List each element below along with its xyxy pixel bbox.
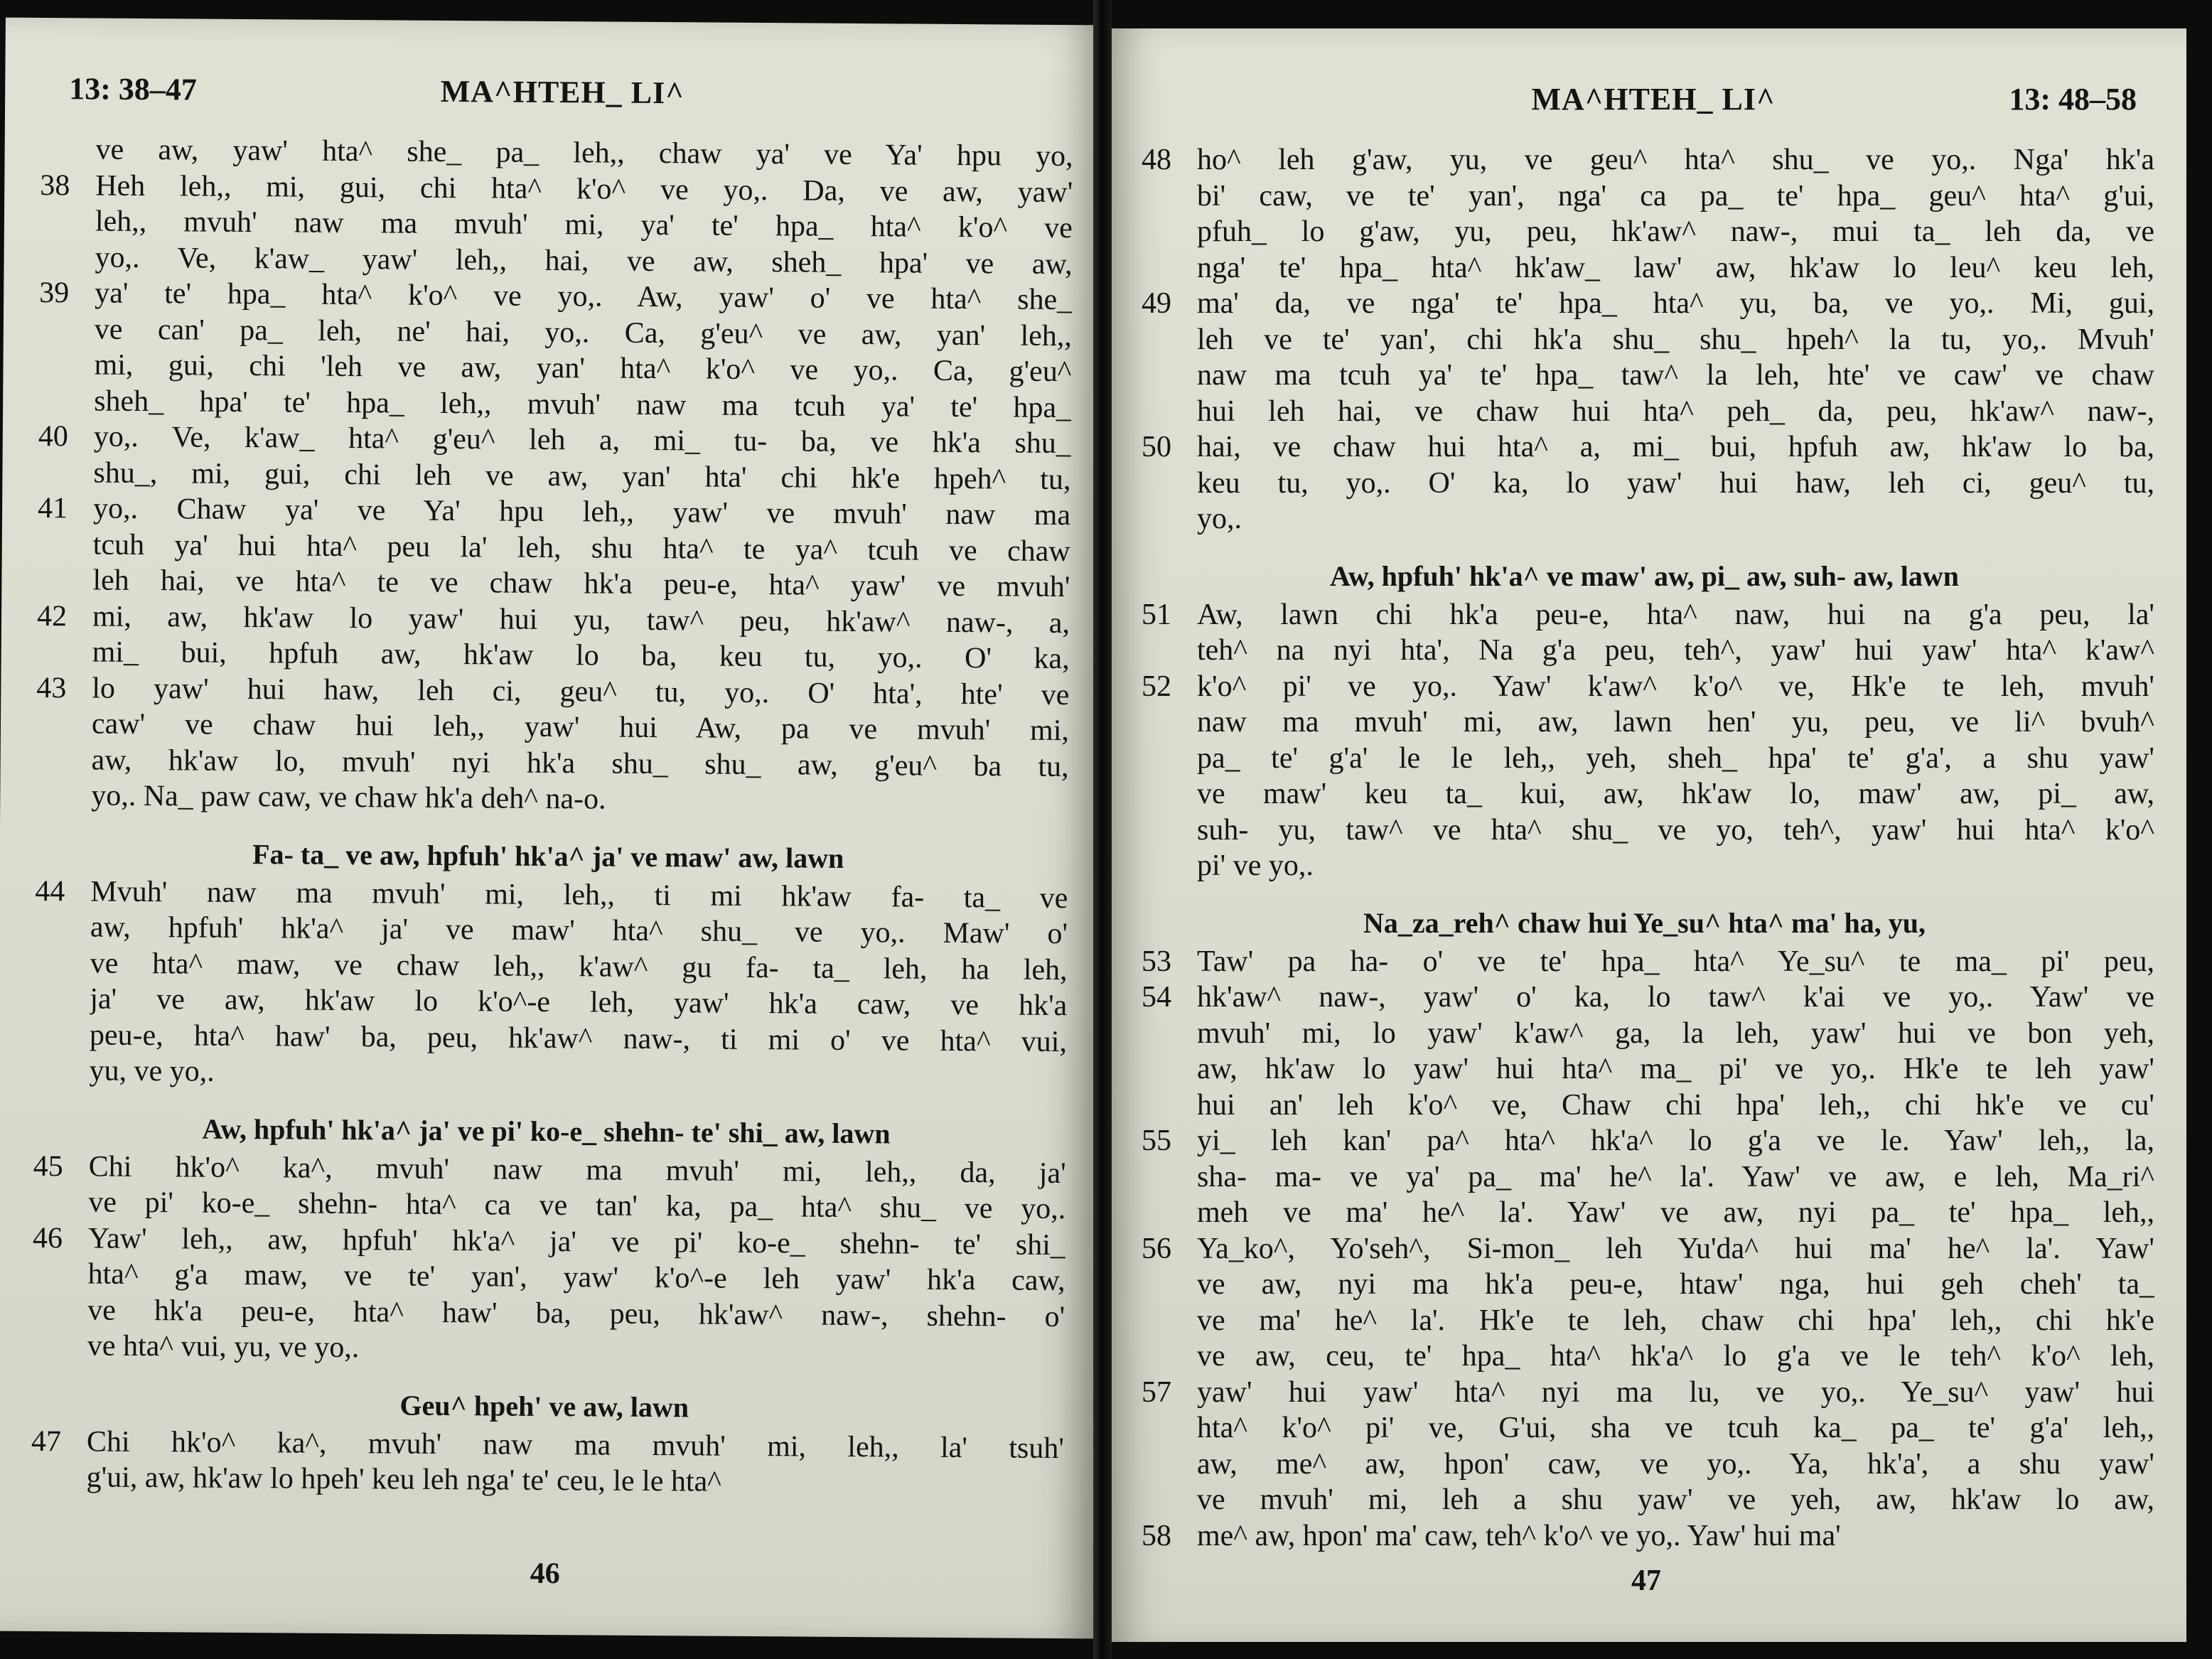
text-line — [25, 1328, 1065, 1371]
right-running-head — [1170, 71, 2137, 128]
verse-number: 48 — [1142, 144, 1171, 176]
verse-number: 56 — [1142, 1232, 1171, 1265]
verse-number: 51 — [1142, 598, 1171, 631]
left-book-title: MA^HTEH_ LI^ — [440, 73, 684, 111]
verse-text: ma' da, ve nga' te' hpa_ hta^ yu, ba, ve yo,. Mi, gui, — [1197, 287, 2154, 320]
text-line — [1134, 1051, 2154, 1088]
verse-text: ve aw, nyi ma hk'a peu-e, htaw' nga, hui geh cheh' ta_ — [1197, 1268, 2154, 1301]
text-line — [1134, 1123, 2154, 1159]
left-body-text — [23, 131, 1073, 1503]
verse-text: yu, ve yo,. — [89, 1054, 215, 1088]
text-line — [1134, 812, 2154, 849]
verse-text: ho^ leh g'aw, yu, ve geu^ hta^ shu_ ve yo,. Nga' hk'a — [1197, 144, 2154, 176]
verse-text: leh ve te' yan', chi hk'a shu_ shu_ hpeh^ la tu, yo,. Mvuh' — [1197, 323, 2154, 356]
verse-text: k'o^ pi' ve yo,. Yaw' k'aw^ k'o^ ve, Hk'e te leh, mvuh' — [1197, 670, 2154, 703]
verse-text: tcuh ya' hui hta^ peu la' leh, shu hta^ te ya^ tcuh ve chaw — [92, 528, 1070, 568]
verse-number: 42 — [36, 599, 68, 633]
verse-text: Chi hk'o^ ka^, mvuh' naw ma mvuh' mi, leh,, da, ja' — [88, 1149, 1066, 1190]
text-line — [1134, 1088, 2154, 1124]
verse-text: ve ma' he^ la'. Hk'e te leh, chaw chi hpa' leh,, chi hk'e — [1197, 1304, 2154, 1337]
verse-text: pa_ te' g'a' le le leh,, yeh, sheh_ hpa' te' g'a', a shu yaw' — [1197, 741, 2154, 775]
verse-text: ja' ve aw, hk'aw lo k'o^-e leh, yaw' hk'a caw, ve hk'a — [90, 982, 1068, 1023]
verse-text: hai, ve chaw hui hta^ a, mi_ bui, hpfuh aw, hk'aw lo ba, — [1197, 431, 2154, 463]
verse-text: Heh leh,, mi, gui, chi hta^ k'o^ ve yo,. Da, ve aw, yaw' — [95, 169, 1073, 209]
text-line — [1134, 1518, 2154, 1555]
verse-text: peu-e, hta^ haw' ba, peu, hk'aw^ naw-, ti mi o' ve hta^ vui, — [89, 1018, 1068, 1058]
verse-text: ve hta^ maw, ve chaw leh,, k'aw^ gu fa- ta_ leh, ha leh, — [90, 946, 1068, 987]
text-line — [1134, 1303, 2154, 1339]
section-spacer — [1134, 884, 2154, 903]
verse-text: hui leh hai, ve chaw hui hta^ peh_ da, peu, hk'aw^ naw-, — [1197, 394, 2154, 428]
verse-text: bi' caw, ve te' yan', nga' ca pa_ te' hpa_ geu^ hta^ g'ui, — [1197, 179, 2154, 213]
verse-text: meh ve ma' he^ la'. Yaw' ve aw, nyi pa_ te' hpa_ leh,, — [1197, 1196, 2154, 1229]
verse-text: yo,. — [1197, 503, 1242, 535]
text-line — [1134, 250, 2154, 286]
verse-text: yo,. Ve, k'aw_ yaw' leh,, hai, ve aw, sheh_ hpa' ve aw, — [95, 241, 1073, 281]
text-line — [1134, 1231, 2154, 1267]
verse-text: pi' ve yo,. — [1197, 849, 1314, 882]
verse-text: hta^ k'o^ pi' ve, G'ui, sha ve tcuh ka_ pa_ te' g'a' leh,, — [1197, 1412, 2154, 1444]
text-line — [1134, 1159, 2154, 1196]
text-line — [1134, 1375, 2154, 1411]
text-line — [1134, 394, 2154, 430]
text-line — [1134, 1410, 2154, 1446]
text-line — [1134, 286, 2154, 322]
right-page — [1106, 28, 2186, 1642]
verse-number: 39 — [39, 276, 70, 310]
verse-text: shu_, mi, gui, chi leh ve aw, yan' hta' chi hk'e hpeh^ tu, — [93, 456, 1071, 496]
text-line — [1134, 501, 2154, 537]
verse-text: naw ma tcuh ya' te' hpa_ taw^ la leh, hte' ve caw' ve chaw — [1197, 359, 2154, 392]
right-page-number: 47 — [1631, 1564, 1661, 1597]
verse-text: teh^ na nyi hta', Na g'a peu, teh^, yaw' hui yaw' hta^ k'aw^ — [1197, 634, 2154, 667]
verse-text: ve can' pa_ leh, ne' hai, yo,. Ca, g'eu^ ve aw, yan' leh,, — [94, 313, 1073, 353]
verse-text: Yaw' leh,, aw, hpfuh' hk'a^ ja' ve pi' ko-e_ shehn- te' shi_ — [87, 1221, 1066, 1262]
text-line — [1134, 704, 2154, 741]
verse-text: leh,, mvuh' naw ma mvuh' mi, ya' te' hpa_ hta^ k'o^ ve — [95, 205, 1073, 245]
text-line — [1134, 1338, 2154, 1375]
section-heading: Fa- ta_ ve aw, hpfuh' hk'a^ ja' ve maw' aw, lawn — [252, 837, 844, 874]
verse-text: Aw, lawn chi hk'a peu-e, hta^ naw, hui na g'a peu, la' — [1197, 598, 2154, 631]
text-line — [28, 778, 1068, 821]
text-line — [1134, 633, 2154, 669]
text-line — [1134, 741, 2154, 777]
text-line — [1134, 178, 2154, 215]
left-page-number: 46 — [530, 1557, 560, 1591]
right-chapter-ref: 13: 48–58 — [2009, 82, 2137, 117]
verse-number: 55 — [1142, 1124, 1171, 1157]
verse-text: me^ aw, hpon' ma' caw, teh^ k'o^ ve yo,. Yaw' hui ma' — [1197, 1519, 1841, 1552]
verse-number: 38 — [40, 168, 70, 202]
verse-text: lo yaw' hui haw, leh ci, geu^ tu, yo,. O' hta', hte' ve — [92, 671, 1070, 712]
verse-text: aw, me^ aw, hpon' caw, ve yo,. Ya, hk'a', a shu yaw' — [1197, 1447, 2154, 1481]
text-line — [1134, 1267, 2154, 1303]
verse-text: pfuh_ lo g'aw, yu, peu, hk'aw^ naw-, mui ta_ leh da, ve — [1197, 215, 2154, 248]
verse-text: hta^ g'a maw, ve te' yan', yaw' k'o^-e leh yaw' hk'a caw, — [87, 1257, 1065, 1298]
verse-number: 49 — [1142, 287, 1171, 320]
text-line — [1134, 1446, 2154, 1483]
section-heading: Geu^ hpeh' ve aw, lawn — [399, 1389, 689, 1423]
verse-text: mi, aw, hk'aw lo yaw' hui yu, taw^ peu, hk'aw^ naw-, a, — [92, 599, 1070, 640]
verse-text: suh- yu, taw^ ve hta^ shu_ ve yo, teh^, yaw' hui hta^ k'o^ — [1197, 813, 2154, 847]
verse-text: leh hai, ve hta^ te ve chaw hk'a peu-e, hta^ yaw' ve mvuh' — [92, 564, 1070, 604]
verse-text: yo,. Chaw ya' ve Ya' hpu leh,, yaw' ve mvuh' naw ma — [92, 492, 1071, 532]
section-heading: Aw, hpfuh' hk'a^ ve maw' aw, pi_ aw, suh- aw, lawn — [1330, 559, 1959, 592]
verse-text: ve hk'a peu-e, hta^ haw' ba, peu, hk'aw^ naw-, shehn- o' — [87, 1293, 1065, 1333]
text-line — [23, 1459, 1063, 1503]
verse-text: sheh_ hpa' te' hpa_ leh,, mvuh' naw ma tcuh ya' te' hpa_ — [94, 385, 1072, 424]
verse-text: caw' ve chaw hui leh,, yaw' hui Aw, pa ve mvuh' mi, — [91, 707, 1070, 748]
section-heading: Aw, hpfuh' hk'a^ ja' ve pi' ko-e_ shehn- te' shi_ aw, lawn — [202, 1112, 891, 1149]
verse-number: 41 — [37, 491, 68, 525]
verse-number: 46 — [32, 1221, 63, 1255]
verse-text: yo,. Ve, k'aw_ hta^ g'eu^ leh a, mi_ tu- ba, ve hk'a shu_ — [93, 420, 1071, 461]
verse-text: nga' te' hpa_ hta^ hk'aw_ law' aw, hk'aw lo leu^ keu leh, — [1197, 251, 2154, 284]
verse-text: mi_ bui, hpfuh aw, hk'aw lo ba, keu tu, yo,. O' ka, — [92, 635, 1070, 676]
right-body-text — [1134, 142, 2154, 1554]
verse-number: 47 — [31, 1424, 62, 1458]
verse-number: 44 — [35, 874, 65, 908]
text-line — [26, 1053, 1066, 1096]
verse-text: ve aw, yaw' hta^ she_ pa_ leh,, chaw ya' ve Ya' hpu yo, — [95, 133, 1073, 173]
verse-number: 52 — [1142, 670, 1171, 703]
verse-number: 45 — [33, 1149, 63, 1183]
right-book-title: MA^HTEH_ LI^ — [1531, 82, 1776, 117]
verse-text: mi, gui, chi 'leh ve aw, yan' hta^ k'o^ ve yo,. Ca, g'eu^ — [94, 348, 1072, 389]
verse-text: mvuh' mi, lo yaw' k'aw^ ga, la leh, yaw' hui ve bon yeh, — [1197, 1016, 2154, 1050]
verse-number: 54 — [1142, 981, 1171, 1014]
verse-text: yo,. Na_ paw caw, ve chaw hk'a deh^ na-o. — [91, 779, 606, 816]
verse-text: naw ma mvuh' mi, aw, lawn hen' yu, peu, ve li^ bvuh^ — [1197, 706, 2154, 739]
verse-text: ve maw' keu ta_ kui, aw, hk'aw lo, maw' aw, pi_ aw, — [1197, 778, 2154, 810]
verse-text: hk'aw^ naw-, yaw' o' ka, lo taw^ k'ai ve yo,. Yaw' ve — [1197, 981, 2154, 1014]
verse-number: 40 — [38, 419, 68, 453]
verse-number: 58 — [1142, 1519, 1171, 1552]
verse-text: ve mvuh' mi, leh a shu yaw' ve yeh, aw, hk'aw lo aw, — [1197, 1483, 2154, 1516]
text-line — [1134, 322, 2154, 358]
text-line — [1134, 466, 2154, 502]
text-line — [1134, 944, 2154, 980]
verse-text: Mvuh' naw ma mvuh' mi, leh,, ti mi hk'aw fa- ta_ ve — [90, 874, 1068, 915]
text-line — [1134, 776, 2154, 812]
text-line — [1134, 1195, 2154, 1231]
verse-text: ve hta^ vui, yu, ve yo,. — [87, 1329, 360, 1365]
verse-text: ve aw, ceu, te' hpa_ hta^ hk'a^ lo g'a ve le teh^ k'o^ leh, — [1197, 1340, 2154, 1373]
text-line — [1134, 142, 2154, 178]
text-line — [1134, 848, 2154, 884]
verse-text: aw, hk'aw lo, mvuh' nyi hk'a shu_ shu_ aw, g'eu^ ba tu, — [91, 743, 1069, 783]
verse-text: yaw' hui yaw' hta^ nyi ma lu, ve yo,. Ye_su^ yaw' hui — [1197, 1375, 2154, 1409]
text-line — [1134, 979, 2154, 1016]
verse-text: hui an' leh k'o^ ve, Chaw chi hpa' leh,, chi hk'e ve cu' — [1197, 1088, 2154, 1122]
section-heading: Na_za_reh^ chaw hui Ye_su^ hta^ ma' ha, yu, — [1363, 906, 1926, 939]
verse-number: 53 — [1142, 945, 1171, 978]
left-page — [0, 18, 1106, 1639]
verse-text: ya' te' hpa_ hta^ k'o^ ve yo,. Aw, yaw' o' ve hta^ she_ — [95, 276, 1073, 317]
verse-text: sha- ma- ve ya' pa_ ma' he^ la'. Yaw' ve aw, e leh, Ma_ri^ — [1197, 1160, 2154, 1193]
verse-text: g'ui, aw, hk'aw lo hpeh' keu leh nga' te' ceu, le le hta^ — [86, 1461, 722, 1498]
text-line — [1134, 429, 2154, 466]
verse-number: 57 — [1142, 1375, 1171, 1409]
text-line — [1134, 358, 2154, 394]
verse-text: ve pi' ko-e_ shehn- hta^ ca ve tan' ka, pa_ hta^ shu_ ve yo,. — [88, 1186, 1066, 1226]
text-line — [1134, 669, 2154, 705]
verse-text: keu tu, yo,. O' ka, lo yaw' hui haw, leh ci, geu^ tu, — [1197, 466, 2154, 500]
verse-number: 43 — [36, 671, 67, 704]
verse-number: 50 — [1142, 431, 1171, 463]
text-line — [1134, 214, 2154, 250]
verse-text: Chi hk'o^ ka^, mvuh' naw ma mvuh' mi, leh,, la' tsuh' — [86, 1424, 1065, 1465]
text-line — [1134, 1016, 2154, 1052]
verse-text: Ya_ko^, Yo'seh^, Si-mon_ leh Yu'da^ hui ma' he^ la'. Yaw' — [1197, 1232, 2154, 1265]
book-gutter — [1093, 0, 1112, 1659]
verse-text: yi_ leh kan' pa^ hta^ hk'a^ lo g'a ve le. Yaw' leh,, la, — [1197, 1124, 2154, 1157]
verse-text: Taw' pa ha- o' ve te' hpa_ hta^ Ye_su^ te ma_ pi' peu, — [1197, 945, 2154, 978]
text-line — [1134, 1482, 2154, 1518]
verse-text: aw, hk'aw lo yaw' hui hta^ ma_ pi' ve yo,. Hk'e te leh yaw' — [1197, 1053, 2154, 1085]
section-spacer — [1134, 537, 2154, 556]
left-chapter-ref: 13: 38–47 — [69, 71, 198, 107]
verse-text: aw, hpfuh' hk'a^ ja' ve maw' hta^ shu_ ve yo,. Maw' o' — [90, 911, 1068, 951]
text-line — [1134, 597, 2154, 633]
left-running-head — [69, 60, 1056, 124]
